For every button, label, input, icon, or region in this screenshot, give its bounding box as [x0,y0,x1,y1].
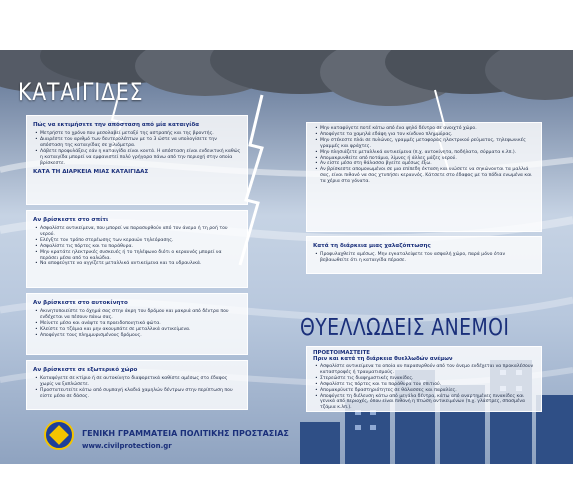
civil-protection-logo [44,420,74,450]
during-heading: ΚΑΤΑ ΤΗ ΔΙΑΡΚΕΙΑ ΜΙΑΣ ΚΑΤΑΙΓΙΔΑΣ [33,169,149,176]
hail-panel [306,236,542,274]
outdoor-list [33,376,241,400]
leaflet [0,50,573,464]
outdoor-heading: Αν βρίσκεστε σε εξωτερικό χώρο [33,367,138,373]
list-item: • Ασφαλίστε τις πόρτες και τα παράθυρα. [40,244,241,250]
outdoor-panel [26,360,248,410]
home-panel [26,210,248,288]
list-item: • Λάβετε προφυλάξεις εάν η καταιγίδα είναι κοντά. Η απόσταση είναι ενδεικτική καθώς η καταιγίδα μπορεί να εμφανιστεί πολύ γρήγορα πάνω από την περιοχή στην οποία βρίσκεστε. [40,149,241,167]
list-item: • Ασφαλίστε αντικείμενα τα οποία αν παρασυρθούν από τον άνεμο ενδέχεται να προκαλέσουν καταστροφές ή τραυματισμούς. [320,364,535,376]
list-item: • Μην στέκεστε πλάι σε πυλώνες, γραμμές μεταφοράς ηλεκτρικού ρεύματος, τηλεφωνικές γραμμές και φράχτες. [320,138,535,150]
org-name: ΓΕΝΙΚΗ ΓΡΑΜΜΑΤΕΙΑ ΠΟΛΙΤΙΚΗΣ ΠΡΟΣΤΑΣΙΑΣ [82,429,289,438]
list-item: • Προφυλαχθείτε αμέσως. Μην εγκαταλείψετε τον ασφαλή χώρο, παρά μόνο όταν βεβαιωθείτε ότι η καταιγίδα πέρασε. [320,252,535,264]
list-item: • Αποφύγετε τα χαμηλά εδάφη για τον κίνδυνο πλημμύρας. [320,132,535,138]
intro-list [33,131,241,166]
prepare-list [313,364,535,411]
list-item: • Κλείστε τα τζάμια και μην ακουμπάτε σε μεταλλικά αντικείμενα. [40,327,241,333]
footer [26,420,289,460]
list-item: • Αν βρίσκεστε απομονωμένοι σε μια επίπεδη έκταση και νιώσετε να σηκώνονται τα μαλλιά σας, είναι πιθανό να σας χτυπήσει κεραυνός. Κάτσετε στο έδαφος με τα πόδια ενωμένα και τα χέρια στα γόνατα. [320,167,535,185]
list-item: • Διαιρέστε τον αριθμό των δευτερολέπτων με το 3 ώστε να υπολογίσετε την απόσταση της καταιγίδας σε χιλιόμετρα. [40,137,241,149]
right-top-panel [306,122,542,232]
list-item: • Αποφύγετε τη διέλευση κάτω από μεγάλα δέντρα, κάτω από αναρτημένες πινακίδες και γενικά από περιοχές, όπου είναι πιθανή η πτώση αντικειμένων (π.χ. γλάστρες, σπασμένα τζάμια κ.λπ.). [320,394,535,412]
list-item: • Ελέγξτε τον τρόπο στερέωσης των κεραιών τηλεόρασης. [40,238,241,244]
list-item: • Στερεώστε τις διαφημιστικές πινακίδες. [320,376,535,382]
hail-heading: Κατά τη διάρκεια μιας χαλαζόπτωσης [313,243,431,249]
list-item: • Αποφύγετε τους πλημμυρισμένους δρόμους. [40,333,241,339]
list-item: • Μην πλησιάζετε μεταλλικά αντικείμενα (π.χ. αυτοκίνητα, ποδήλατα, σύρματα κ.λπ.). [320,150,535,156]
list-item: • Μείνετε μέσα και ανάψτε τα προειδοποιητικά φώτα. [40,321,241,327]
list-item: • Απομακρυνθείτε από ποτάμια, λίμνες ή άλλες μάζες νερού. [320,156,535,162]
prepare-panel [306,346,542,412]
list-item: • Ασφαλίστε τις πόρτες και τα παράθυρα του σπιτιού. [320,382,535,388]
list-item: • Απομακρύνετε δραστηριότητες σε θάλασσες και παραλίες. [320,388,535,394]
website-link[interactable]: www.civilprotection.gr [82,442,172,450]
car-heading: Αν βρίσκεστε στο αυτοκίνητο [33,300,128,306]
list-item: • Να αποφεύγετε να αγγίζετε μεταλλικά αντικείμενα και τα υδραυλικά. [40,261,241,267]
list-item: • Μην καταφύγετε ποτέ κάτω από ένα ψηλό δέντρο σε ανοιχτό χώρο. [320,126,535,132]
winds-title: ΘΥΕΛΛΩΔΕΙΣ ΑΝΕΜΟΙ [300,315,510,341]
prepare-heading: ΠΡΟΕΤΟΙΜΑΣΤΕΙΤΕ [313,350,370,356]
list-item: • Καταφύγετε σε κτίριο ή σε αυτοκίνητο διαφορετικά καθίστε αμέσως στο έδαφος χωρίς να ξαπλώσετε. [40,376,241,388]
list-item: • Προστατευτείτε κάτω από συμπαγή κλαδιά χαμηλών δέντρων στην περίπτωση που είστε μέσα σε δάσος. [40,388,241,400]
prepare-subheading: Πριν και κατά τη διάρκεια θυελλωδών ανέμων [313,356,453,362]
list-item: • Μην κρατάτε ηλεκτρικές συσκευές ή το τηλέφωνο διότι ο κεραυνός μπορεί να περάσει μέσα από τα καλώδια. [40,250,241,262]
list-item: • Ακινητοποιείστε το όχημά σας στην άκρη του δρόμου και μακριά από δέντρα που ενδέχεται να πέσουν πάνω σας. [40,309,241,321]
hail-list [313,252,535,264]
storms-title: ΚΑΤΑΙΓΙΔΕΣ [18,78,144,106]
intro-panel [26,115,248,205]
home-heading: Αν βρίσκεστε στο σπίτι [33,217,109,223]
list-item: • Ασφαλίστε αντικείμενα, που μπορεί να παρασυρθούν από τον άνεμο ή τη ροή του νερού. [40,226,241,238]
list-item: • Αν είστε μέσα στη θάλασσα βγείτε αμέσως έξω. [320,161,535,167]
intro-heading: Πώς να εκτιμήσετε την απόσταση από μία καταιγίδα [33,122,200,128]
right-top-list [313,126,535,185]
car-panel [26,293,248,355]
home-list [33,226,241,267]
car-list [33,309,241,339]
list-item: • Μετρήστε το χρόνο που μεσολαβεί μεταξύ της αστραπής και της βροντής. [40,131,241,137]
